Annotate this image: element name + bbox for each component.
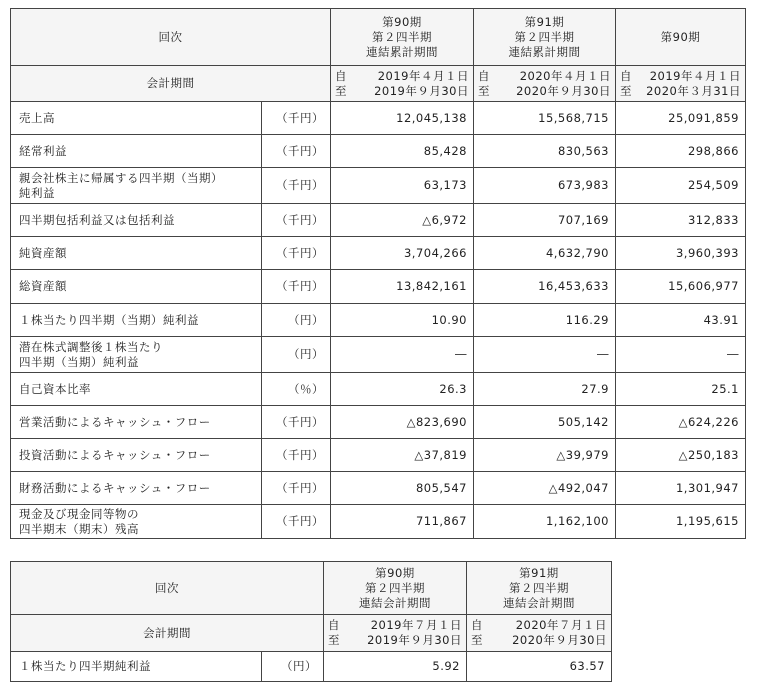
header-row-kaiji (11, 9, 746, 66)
value-cell: 505,142 (474, 406, 616, 439)
table-row (11, 373, 746, 406)
header-row-period (11, 66, 746, 102)
row-unit: （円） (262, 304, 331, 337)
value-cell: 1,301,947 (616, 472, 746, 505)
period-header: 会計期間 (11, 66, 331, 102)
row-label: １株当たり四半期（当期）純利益 (11, 304, 262, 337)
kaiji-header: 回次 (11, 9, 331, 66)
table-row (11, 406, 746, 439)
period-header: 会計期間 (11, 615, 324, 652)
row-label: 売上高 (11, 102, 262, 135)
table-row (11, 237, 746, 270)
row-unit: （千円） (262, 472, 331, 505)
row-label: 純資産額 (11, 237, 262, 270)
table-row (11, 337, 746, 373)
financial-summary-table (10, 8, 746, 539)
value-cell: △250,183 (616, 439, 746, 472)
value-cell: 1,162,100 (474, 505, 616, 539)
col-header-2: 第91期 第２四半期 連結会計期間 (467, 562, 612, 615)
row-label: 四半期包括利益又は包括利益 (11, 204, 262, 237)
quarterly-eps-table (10, 561, 612, 682)
value-cell: 805,547 (331, 472, 474, 505)
table-body (11, 102, 746, 539)
value-cell: 3,960,393 (616, 237, 746, 270)
period-cell-3: 自 2019年４月１日 至 2020年３月31日 (616, 66, 746, 102)
table-row (11, 472, 746, 505)
value-cell: 85,428 (331, 135, 474, 168)
period-cell-2: 自 2020年７月１日 至 2020年９月30日 (467, 615, 612, 652)
row-unit: （千円） (262, 204, 331, 237)
table-row (11, 204, 746, 237)
value-cell: 16,453,633 (474, 270, 616, 304)
row-label: 潜在株式調整後１株当たり 四半期（当期）純利益 (11, 337, 262, 373)
row-label: 投資活動によるキャッシュ・フロー (11, 439, 262, 472)
row-unit: （千円） (262, 102, 331, 135)
value-cell: 1,195,615 (616, 505, 746, 539)
table-row (11, 439, 746, 472)
value-cell: ― (474, 337, 616, 373)
col-header-1: 第90期 第２四半期 連結会計期間 (324, 562, 467, 615)
row-label: 現金及び現金同等物の 四半期末（期末）残高 (11, 505, 262, 539)
value-cell: 63.57 (467, 652, 612, 682)
value-cell: △624,226 (616, 406, 746, 439)
value-cell: 27.9 (474, 373, 616, 406)
row-label: １株当たり四半期純利益 (11, 652, 262, 682)
value-cell: △492,047 (474, 472, 616, 505)
value-cell: ― (616, 337, 746, 373)
col-header-2: 第91期 第２四半期 連結累計期間 (474, 9, 616, 66)
value-cell: 5.92 (324, 652, 467, 682)
table-row (11, 505, 746, 539)
value-cell: 298,866 (616, 135, 746, 168)
value-cell: 254,509 (616, 168, 746, 204)
value-cell: 10.90 (331, 304, 474, 337)
kaiji-header: 回次 (11, 562, 324, 615)
table-row (11, 270, 746, 304)
value-cell: 3,704,266 (331, 237, 474, 270)
value-cell: △37,819 (331, 439, 474, 472)
row-unit: （千円） (262, 168, 331, 204)
row-label: 営業活動によるキャッシュ・フロー (11, 406, 262, 439)
row-label: 親会社株主に帰属する四半期（当期） 純利益 (11, 168, 262, 204)
table-row (11, 652, 612, 682)
value-cell: 25.1 (616, 373, 746, 406)
row-unit: （千円） (262, 270, 331, 304)
value-cell: 63,173 (331, 168, 474, 204)
row-unit: （千円） (262, 237, 331, 270)
table-row (11, 102, 746, 135)
row-label: 自己資本比率 (11, 373, 262, 406)
row-label: 総資産額 (11, 270, 262, 304)
value-cell: 13,842,161 (331, 270, 474, 304)
row-unit: （％） (262, 373, 331, 406)
value-cell: ― (331, 337, 474, 373)
row-unit: （千円） (262, 505, 331, 539)
table-row (11, 168, 746, 204)
table-row (11, 304, 746, 337)
value-cell: △6,972 (331, 204, 474, 237)
col-header-1: 第90期 第２四半期 連結累計期間 (331, 9, 474, 66)
value-cell: 26.3 (331, 373, 474, 406)
value-cell: 25,091,859 (616, 102, 746, 135)
value-cell: 43.91 (616, 304, 746, 337)
value-cell: 673,983 (474, 168, 616, 204)
value-cell: 707,169 (474, 204, 616, 237)
col-header-3: 第90期 (616, 9, 746, 66)
period-cell-1: 自 2019年４月１日 至 2019年９月30日 (331, 66, 474, 102)
value-cell: △823,690 (331, 406, 474, 439)
value-cell: △39,979 (474, 439, 616, 472)
row-unit: （円） (262, 652, 324, 682)
value-cell: 12,045,138 (331, 102, 474, 135)
row-unit: （円） (262, 337, 331, 373)
table-row (11, 135, 746, 168)
row-label: 経常利益 (11, 135, 262, 168)
row-unit: （千円） (262, 135, 331, 168)
value-cell: 830,563 (474, 135, 616, 168)
period-cell-1: 自 2019年７月１日 至 2019年９月30日 (324, 615, 467, 652)
value-cell: 15,568,715 (474, 102, 616, 135)
row-label: 財務活動によるキャッシュ・フロー (11, 472, 262, 505)
value-cell: 15,606,977 (616, 270, 746, 304)
value-cell: 711,867 (331, 505, 474, 539)
value-cell: 4,632,790 (474, 237, 616, 270)
value-cell: 116.29 (474, 304, 616, 337)
period-cell-2: 自 2020年４月１日 至 2020年９月30日 (474, 66, 616, 102)
header-row-period (11, 615, 612, 652)
row-unit: （千円） (262, 406, 331, 439)
row-unit: （千円） (262, 439, 331, 472)
header-row-kaiji (11, 562, 612, 615)
value-cell: 312,833 (616, 204, 746, 237)
